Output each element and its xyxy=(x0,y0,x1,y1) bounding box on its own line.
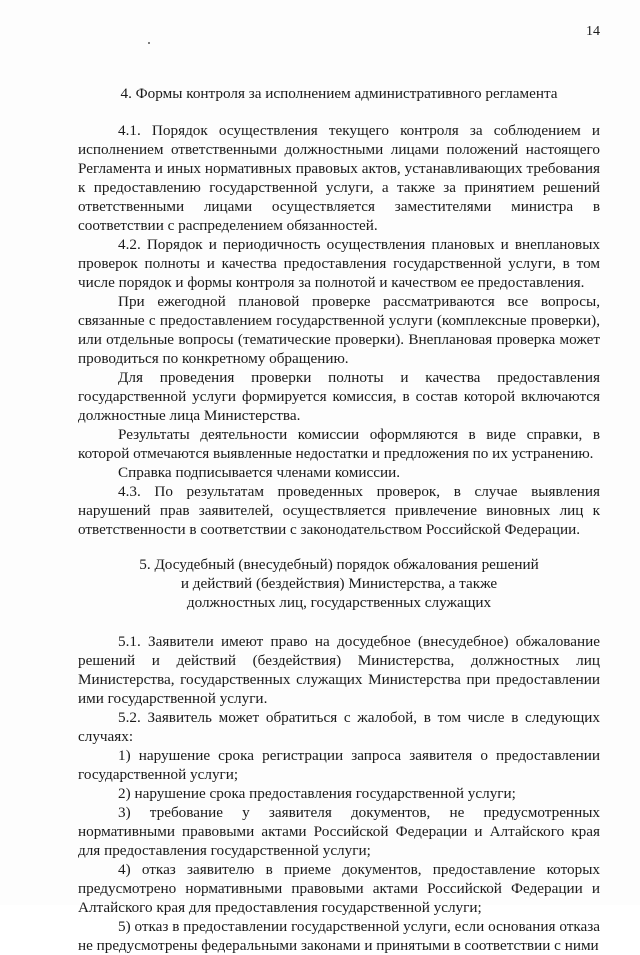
paragraph-commission: Для проведения проверки полноты и качества предоставления государственной услуги формируется комиссия, в состав которой включаются должностные лица Министерства. xyxy=(78,369,600,424)
list-item-2: 2) нарушение срока предоставления государственной услуги; xyxy=(118,785,516,802)
paragraph-5-1: 5.1. Заявители имеют право на досудебное (внесудебное) обжалование решений и действий (бездействия) Министерства, должностных лиц Министерства, государственных служащих Министерства при предоставлении ими государственной услуги. xyxy=(78,633,600,707)
paragraph-5-2: 5.2. Заявитель может обратиться с жалобой, в том числе в следующих случаях: xyxy=(78,709,600,745)
list-item-3: 3) требование у заявителя документов, не предусмотренных нормативными правовыми актами Российской Федерации и Алтайского края для предоставления государственной услуги; xyxy=(78,804,600,859)
paragraph-results: Результаты деятельности комиссии оформляются в виде справки, в которой отмечаются выявленные недостатки и предложения по их устранению. xyxy=(78,426,600,462)
list-item-5: 5) отказ в предоставлении государственной услуги, если основания отказа не предусмотрены федеральными законами и принятыми в соответствии с ними xyxy=(78,918,600,954)
list-item-1: 1) нарушение срока регистрации запроса заявителя о предоставлении государственной услуги; xyxy=(78,747,600,783)
section-5-title-line: 5. Досудебный (внесудебный) порядок обжалования решений xyxy=(139,556,539,573)
section-5-title-line: и действий (бездействия) Министерства, а также xyxy=(180,575,498,592)
list-item-4: 4) отказ заявителю в приеме документов, предоставление которых предусмотрено нормативными правовыми актами Российской Федерации и Алтайского края для предоставления государственной услуги; xyxy=(78,861,600,916)
paragraph-4-2: 4.2. Порядок и периодичность осуществления плановых и внеплановых проверок полноты и качества предоставления государственной услуги, в том числе порядок и формы контроля за полнотой и качеством ее предоставления. xyxy=(78,236,600,291)
section-4-title: 4. Формы контроля за исполнением административного регламента xyxy=(120,85,558,102)
page-number: 14 xyxy=(586,24,600,39)
section-5-title-line: должностных лиц, государственных служащих xyxy=(186,594,492,611)
paragraph-annual-check: При ежегодной плановой проверке рассматриваются все вопросы, связанные с предоставлением государственной услуги (комплексные проверки), или отдельные вопросы (тематические проверки). Внеплановая проверка может проводиться по конкретному обращению. xyxy=(78,293,600,367)
scan-speck xyxy=(148,42,150,44)
section-5-title xyxy=(78,555,600,612)
paragraph-signature: Справка подписывается членами комиссии. xyxy=(118,464,401,481)
paragraph-4-3: 4.3. По результатам проведенных проверок, в случае выявления нарушений прав заявителей, осуществляется привлечение виновных лиц к ответственности в соответствии с законодательством Российской Федерации. xyxy=(78,483,600,538)
document-body xyxy=(78,84,600,955)
paragraph-4-1: 4.1. Порядок осуществления текущего контроля за соблюдением и исполнением ответственными должностными лицами положений настоящего Регламента и иных нормативных правовых актов, устанавливающих требования к предоставлению государственной услуги, а также за принятием решений ответственными лицами осуществляется заместителями министра в соответствии с распределением обязанностей. xyxy=(78,122,600,234)
